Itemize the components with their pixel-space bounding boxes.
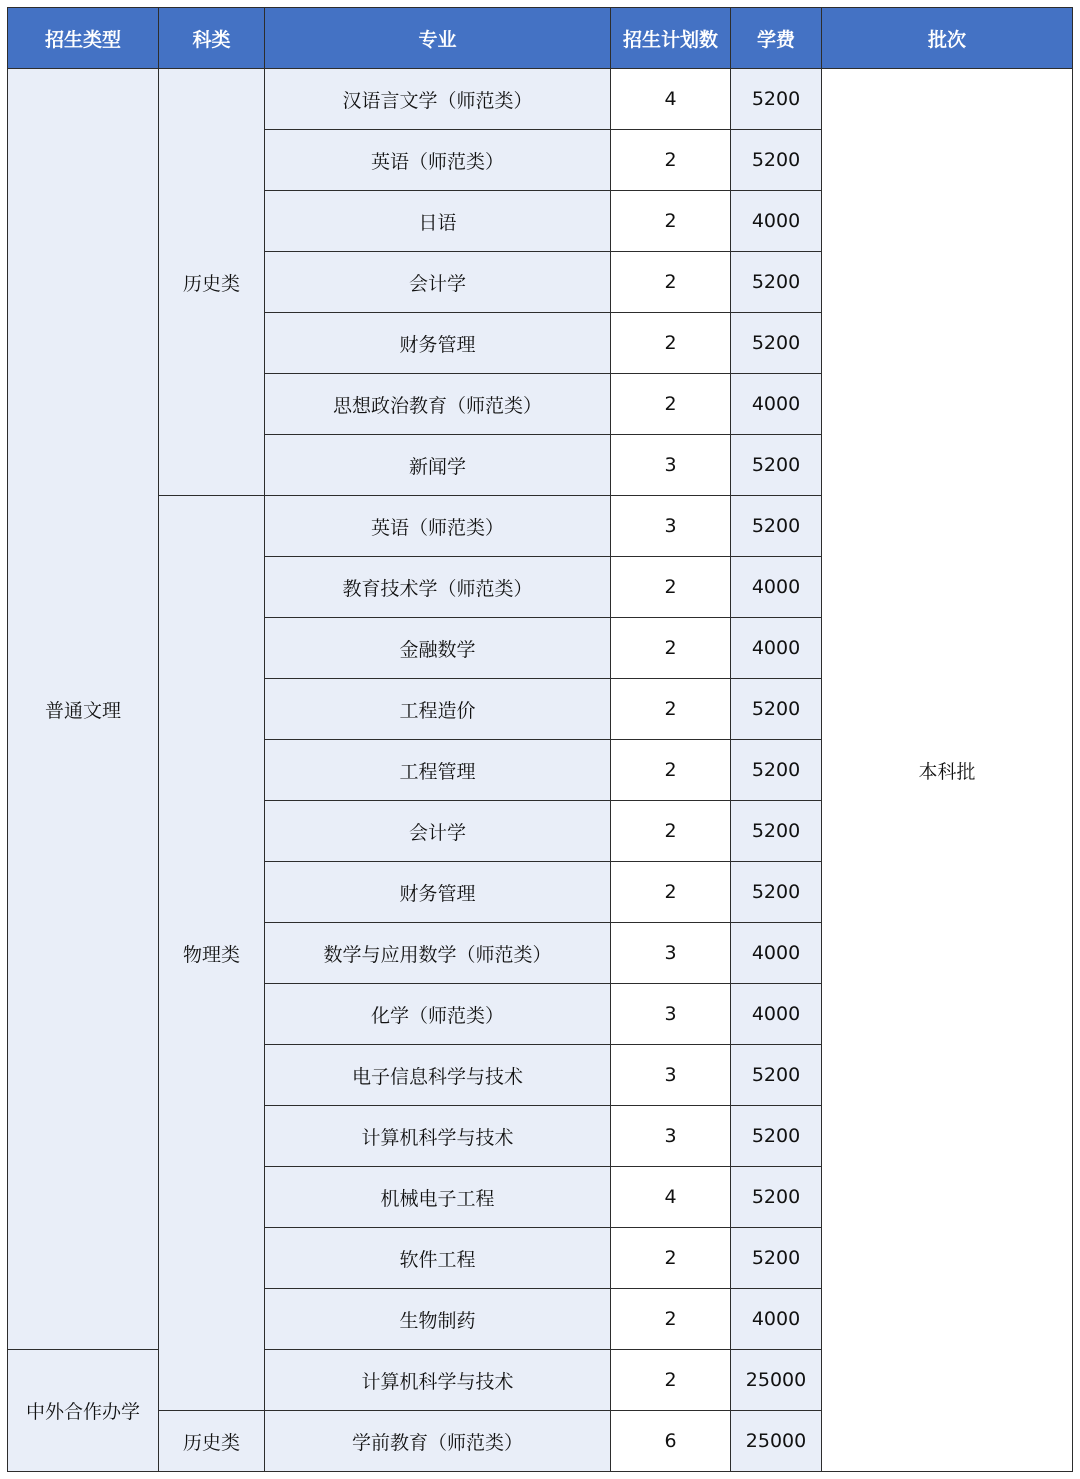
plan-count-cell: 2 [611,618,731,679]
tuition-cell: 5200 [731,1228,822,1289]
batch-cell: 本科批 [822,69,1073,1472]
plan-count-cell: 3 [611,1045,731,1106]
major-cell: 工程管理 [265,740,611,801]
plan-count-cell: 2 [611,740,731,801]
major-cell: 金融数学 [265,618,611,679]
tuition-cell: 5200 [731,679,822,740]
plan-count-cell: 4 [611,1167,731,1228]
major-cell: 财务管理 [265,862,611,923]
category-history: 历史类 [159,69,265,496]
tuition-cell: 25000 [731,1350,822,1411]
major-cell: 化学（师范类） [265,984,611,1045]
category-history-coop: 历史类 [159,1411,265,1472]
plan-count-cell: 3 [611,435,731,496]
tuition-cell: 4000 [731,618,822,679]
major-cell: 财务管理 [265,313,611,374]
header-plan-count: 招生计划数 [611,8,731,69]
header-batch: 批次 [822,8,1073,69]
plan-count-cell: 2 [611,252,731,313]
major-cell: 生物制药 [265,1289,611,1350]
major-cell: 汉语言文学（师范类） [265,69,611,130]
tuition-cell: 5200 [731,435,822,496]
plan-count-cell: 2 [611,313,731,374]
tuition-cell: 5200 [731,1106,822,1167]
major-cell: 计算机科学与技术 [265,1106,611,1167]
header-row [8,8,1073,69]
tuition-cell: 4000 [731,191,822,252]
header-major: 专业 [265,8,611,69]
admission-plan-table [7,7,1073,1472]
major-cell: 学前教育（师范类） [265,1411,611,1472]
tuition-cell: 5200 [731,740,822,801]
tuition-cell: 5200 [731,69,822,130]
major-cell: 会计学 [265,252,611,313]
tuition-cell: 5200 [731,1167,822,1228]
plan-count-cell: 2 [611,1289,731,1350]
admission-type-general: 普通文理 [8,69,159,1350]
plan-count-cell: 2 [611,1350,731,1411]
tuition-cell: 5200 [731,313,822,374]
tuition-cell: 4000 [731,374,822,435]
category-physics: 物理类 [159,496,265,1411]
plan-count-cell: 2 [611,130,731,191]
plan-count-cell: 6 [611,1411,731,1472]
plan-count-cell: 2 [611,557,731,618]
header-tuition: 学费 [731,8,822,69]
major-cell: 软件工程 [265,1228,611,1289]
plan-count-cell: 3 [611,923,731,984]
admission-type-coop: 中外合作办学 [8,1350,159,1472]
major-cell: 英语（师范类） [265,496,611,557]
table-row [8,69,1073,130]
plan-count-cell: 3 [611,984,731,1045]
tuition-cell: 5200 [731,801,822,862]
tuition-cell: 5200 [731,252,822,313]
major-cell: 日语 [265,191,611,252]
plan-count-cell: 2 [611,679,731,740]
admission-plan-table-wrapper [7,7,1073,1472]
plan-count-cell: 3 [611,1106,731,1167]
major-cell: 教育技术学（师范类） [265,557,611,618]
tuition-cell: 5200 [731,1045,822,1106]
tuition-cell: 25000 [731,1411,822,1472]
major-cell: 思想政治教育（师范类） [265,374,611,435]
header-admission-type: 招生类型 [8,8,159,69]
header-category: 科类 [159,8,265,69]
major-cell: 工程造价 [265,679,611,740]
major-cell: 会计学 [265,801,611,862]
tuition-cell: 5200 [731,496,822,557]
tuition-cell: 5200 [731,862,822,923]
tuition-cell: 5200 [731,130,822,191]
major-cell: 新闻学 [265,435,611,496]
tuition-cell: 4000 [731,557,822,618]
tuition-cell: 4000 [731,1289,822,1350]
tuition-cell: 4000 [731,923,822,984]
major-cell: 计算机科学与技术 [265,1350,611,1411]
plan-count-cell: 2 [611,191,731,252]
tuition-cell: 4000 [731,984,822,1045]
plan-count-cell: 3 [611,496,731,557]
plan-count-cell: 2 [611,374,731,435]
plan-count-cell: 2 [611,862,731,923]
major-cell: 数学与应用数学（师范类） [265,923,611,984]
plan-count-cell: 2 [611,801,731,862]
major-cell: 机械电子工程 [265,1167,611,1228]
plan-count-cell: 4 [611,69,731,130]
major-cell: 电子信息科学与技术 [265,1045,611,1106]
plan-count-cell: 2 [611,1228,731,1289]
major-cell: 英语（师范类） [265,130,611,191]
